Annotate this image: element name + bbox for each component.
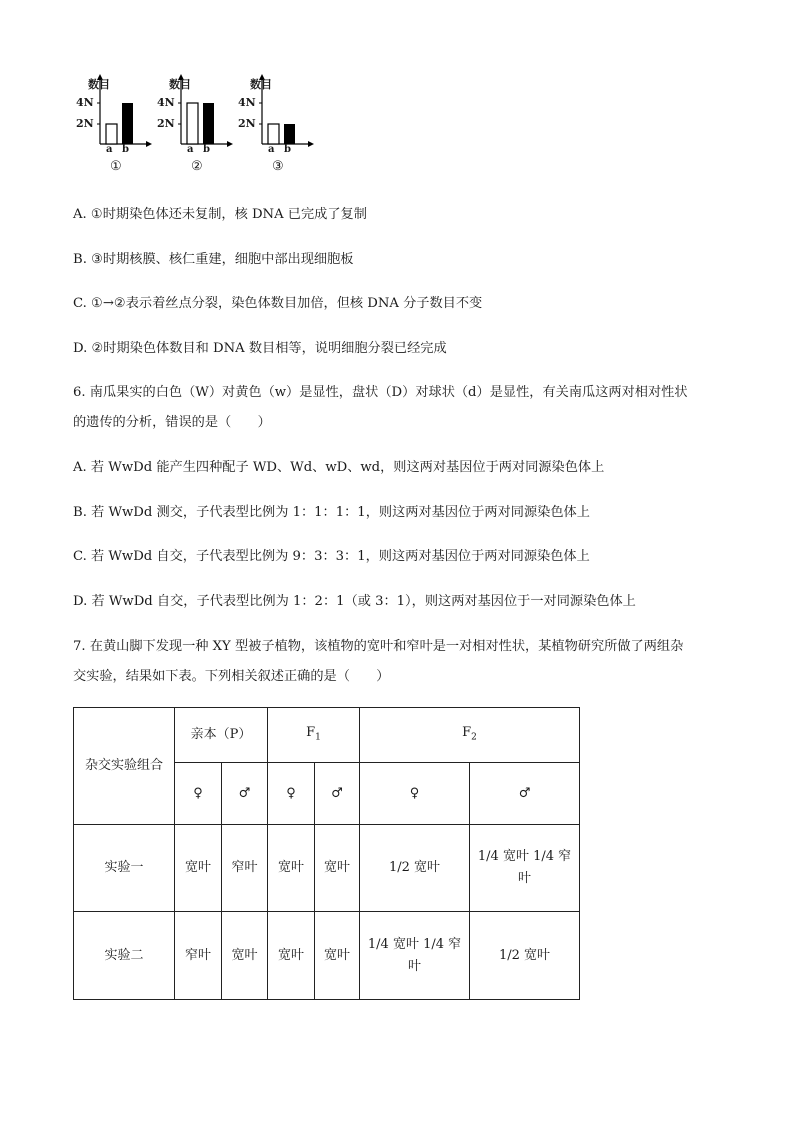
header-f1: [268, 708, 360, 763]
y-tick-4n-label: 4N: [157, 96, 175, 109]
f2-female: [360, 912, 470, 1000]
table-header-row-1: [74, 708, 580, 763]
chart-2-plot: [155, 72, 231, 152]
chart-2: [155, 72, 231, 178]
bar-a: [106, 124, 117, 144]
y-axis-label: 数目: [250, 78, 272, 91]
x-label-a: a: [187, 144, 194, 155]
x-axis-arrow: [227, 141, 233, 147]
q5-option-d: D. ②时期染色体数目和 DNA 数目相等，说明细胞分裂已经完成: [73, 341, 447, 356]
y-axis-label: 数目: [88, 78, 110, 91]
header-f1-sub: 1: [315, 732, 321, 743]
bar-b: [122, 103, 133, 144]
f2-male: [470, 825, 580, 912]
f1-male: 宽叶: [315, 912, 360, 1000]
f1-female: 宽叶: [268, 912, 315, 1000]
y-axis-label: 数目: [169, 78, 191, 91]
f2-male-line2: 叶: [518, 871, 532, 886]
x-label-b: b: [284, 144, 291, 155]
y-tick-2n-label: 2N: [157, 117, 175, 130]
p-female-symbol: ♀: [175, 763, 222, 825]
y-tick-2n-label: 2N: [76, 117, 94, 130]
bar-a: [187, 103, 198, 144]
p-male: 宽叶: [222, 912, 268, 1000]
y-tick-4n-label: 4N: [238, 96, 256, 109]
bar-b: [203, 103, 214, 144]
x-label-a: a: [106, 144, 113, 155]
q6-option-a: A. 若 WwDd 能产生四种配子 WD、Wd、wD、wd，则这两对基因位于两对同源染色体上: [73, 460, 605, 475]
header-f2: [360, 708, 580, 763]
header-parents: 亲本（P）: [175, 708, 268, 763]
table-row: [74, 825, 580, 912]
chart-number: ②: [191, 159, 203, 174]
p-female: 窄叶: [175, 912, 222, 1000]
chart-3-plot: [236, 72, 312, 152]
f2-female-symbol: ♀: [360, 763, 470, 825]
q6-stem-line2: 的遗传的分析，错误的是（ ）: [73, 415, 271, 430]
header-f1-base: F: [306, 724, 316, 740]
row-name: 实验二: [74, 912, 175, 1000]
f1-female-symbol: ♀: [268, 763, 315, 825]
q6-option-b: B. 若 WwDd 测交，子代表型比例为 1：1：1：1，则这两对基因位于两对同源染色体上: [73, 505, 590, 520]
cross-experiment-table: [73, 707, 580, 1000]
x-label-b: b: [203, 144, 210, 155]
chart-number: ①: [110, 159, 122, 174]
table-row: [74, 912, 580, 1000]
header-f2-sub: 2: [471, 732, 477, 743]
q6-option-c: C. 若 WwDd 自交，子代表型比例为 9：3：3：1，则这两对基因位于两对同源染色体上: [73, 549, 590, 564]
q7-stem-line2: 交实验，结果如下表。下列相关叙述正确的是（ ）: [73, 669, 390, 684]
bar-b: [284, 124, 295, 144]
f2-female-line2: 叶: [408, 958, 422, 974]
chromosome-dna-charts: [74, 72, 334, 182]
p-male-symbol: ♂: [222, 763, 268, 825]
header-group: 杂交实验组合: [74, 708, 175, 825]
f2-male: 1/2 宽叶: [470, 912, 580, 1000]
q5-option-c: C. ①→②表示着丝点分裂，染色体数目加倍，但核 DNA 分子数目不变: [73, 296, 483, 311]
p-female: 宽叶: [175, 825, 222, 912]
p-male: 窄叶: [222, 825, 268, 912]
row-name: 实验一: [74, 825, 175, 912]
x-axis-arrow: [308, 141, 314, 147]
q6-option-d: D. 若 WwDd 自交，子代表型比例为 1：2：1（或 3：1），则这两对基因位于一对同源染色体上: [73, 594, 636, 609]
q6-stem-line1: 6. 南瓜果实的白色（W）对黄色（w）是显性，盘状（D）对球状（d）是显性，有关南瓜这两对相对性状: [73, 385, 688, 400]
q7-stem-line1: 7. 在黄山脚下发现一种 XY 型被子植物，该植物的宽叶和窄叶是一对相对性状，某植物研究所做了两组杂: [73, 639, 684, 654]
f2-male-symbol: ♂: [470, 763, 580, 825]
chart-number: ③: [272, 159, 284, 174]
f2-female: 1/2 宽叶: [360, 825, 470, 912]
header-f2-base: F: [462, 724, 472, 740]
x-label-a: a: [268, 144, 275, 155]
y-tick-2n-label: 2N: [238, 117, 256, 130]
q5-option-a: A. ①时期染色体还未复制，核 DNA 已完成了复制: [73, 207, 367, 222]
chart-3: [236, 72, 312, 178]
bar-a: [268, 124, 279, 144]
f1-female: 宽叶: [268, 825, 315, 912]
f1-male-symbol: ♂: [315, 763, 360, 825]
y-tick-4n-label: 4N: [76, 96, 94, 109]
chart-1-plot: [74, 72, 150, 152]
x-label-b: b: [122, 144, 129, 155]
f2-male-line1: 1/4 宽叶 1/4 窄: [477, 849, 572, 864]
f2-female-line1: 1/4 宽叶 1/4 窄: [367, 936, 462, 952]
x-axis-arrow: [146, 141, 152, 147]
f1-male: 宽叶: [315, 825, 360, 912]
q5-option-b: B. ③时期核膜、核仁重建，细胞中部出现细胞板: [73, 252, 354, 267]
chart-1: [74, 72, 150, 178]
